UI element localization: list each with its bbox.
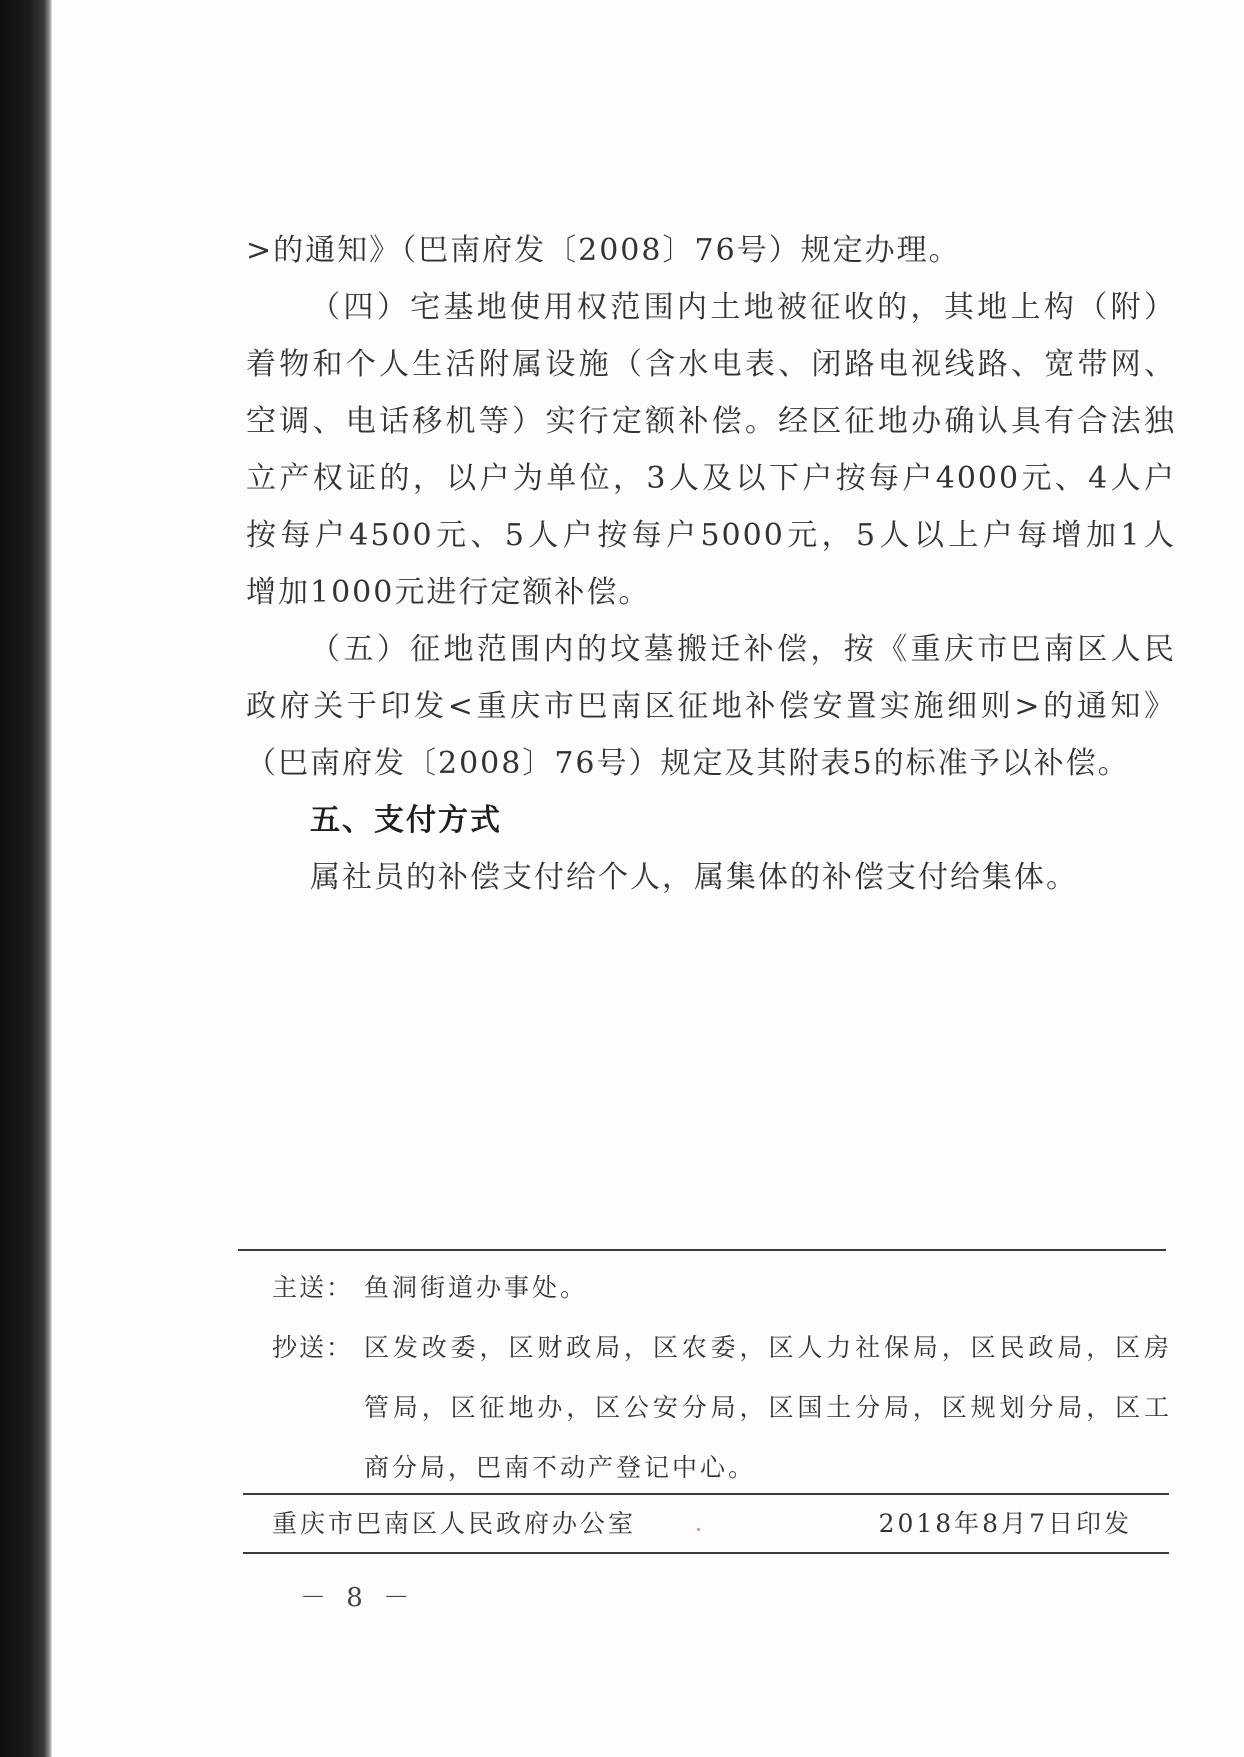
body-line: >的通知》（巴南府发〔2008〕76号）规定办理。 [246,233,961,268]
scan-edge-shadow [0,0,52,1757]
cc-label: 抄送： [272,1333,354,1362]
cc-row [272,1318,1172,1498]
body-line: 空调、电话移机等）实行定额补偿。经区征地办确认具有合法独 [246,404,1176,439]
section-heading: 五、支付方式 [310,803,502,838]
body-line: （巴南府发〔2008〕76号）规定及其附表5的标准予以补偿。 [246,746,1130,781]
cc-line: 区发改委，区财政局，区农委，区人力社保局，区民政局，区房 [364,1333,1172,1362]
body-line: 按每户4500元、5人户按每户5000元，5人以上户每增加1人 [246,518,1176,553]
cc-line: 商分局，巴南不动产登记中心。 [364,1453,757,1482]
cc-list [364,1318,1172,1498]
body-line: 增加1000元进行定额补偿。 [246,575,651,610]
main-recipient-label: 主送： [272,1273,354,1302]
ink-speck [697,1528,700,1531]
body-line: （五）征地范围内的坟墓搬迁补偿，按《重庆市巴南区人民 [310,632,1176,667]
body-line: 着物和个人生活附属设施（含水电表、闭路电视线路、宽带网、 [246,347,1176,382]
distribution-block [272,1258,1172,1498]
body-line: 立产权证的，以户为单位，3人及以下户按每户4000元、4人户 [246,461,1176,496]
issuer-name: 重庆市巴南区人民政府办公室 [272,1509,637,1538]
body-line: 政府关于印发<重庆市巴南区征地补偿安置实施细则>的通知》 [246,689,1176,724]
print-date: 2018年8月7日印发 [878,1509,1132,1538]
divider-middle [243,1493,1169,1495]
issuer-row [272,1500,1132,1548]
divider-bottom [243,1552,1169,1554]
body-line: 属社员的补偿支付给个人，属集体的补偿支付给集体。 [310,860,1078,895]
main-recipient-line: 鱼洞街道办事处。 [364,1273,589,1302]
body-line: （四）宅基地使用权范围内土地被征收的，其地上构（附） [310,290,1176,325]
main-recipient-row [272,1258,1172,1318]
main-recipient-list [364,1258,1172,1318]
document-body [246,222,1176,906]
cc-line: 管局，区征地办，区公安分局，区国土分局，区规划分局，区工 [364,1393,1172,1422]
page-number: － 8 － [300,1583,416,1613]
divider-top [238,1249,1166,1251]
